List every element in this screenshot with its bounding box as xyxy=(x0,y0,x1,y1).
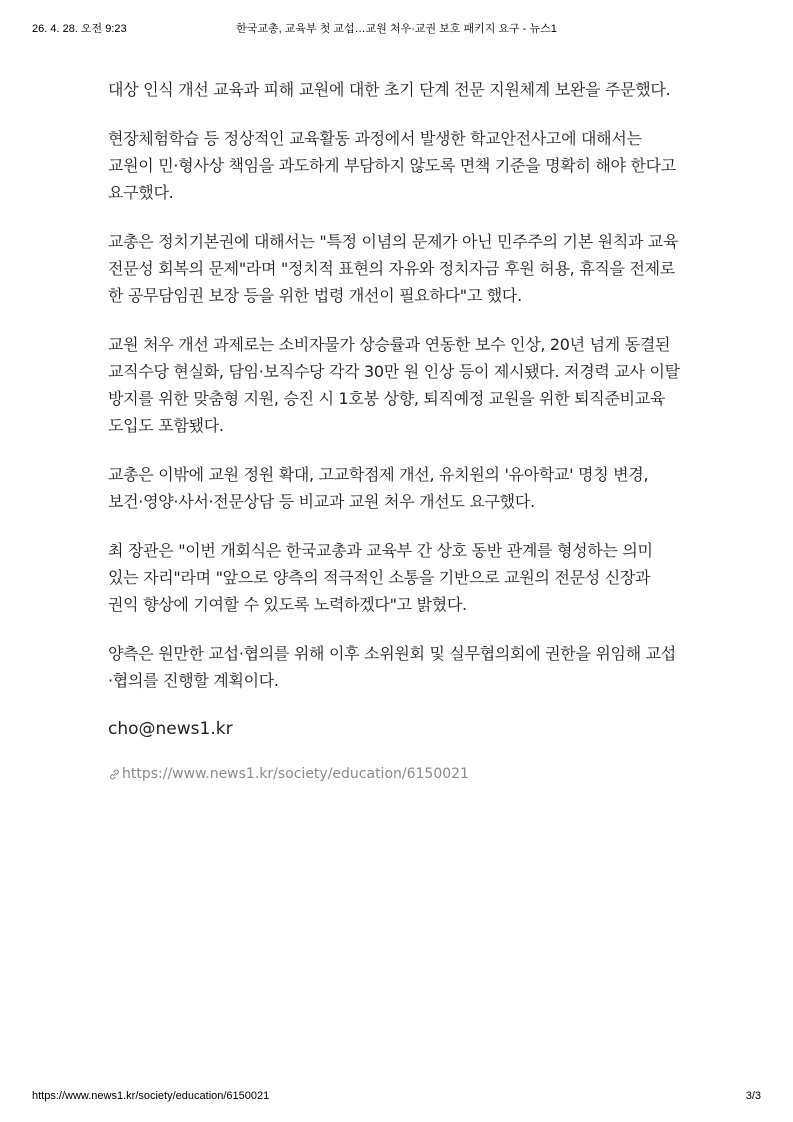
article-body xyxy=(108,76,680,785)
reporter-email: cho@news1.kr xyxy=(108,719,233,739)
print-header xyxy=(32,20,761,36)
print-page-title: 한국교총, 교육부 첫 교섭…교원 처우·교권 보호 패키지 요구 - 뉴스1 xyxy=(236,23,557,35)
article-paragraph: 교총은 정치기본권에 대해서는 "특정 이념의 문제가 아닌 민주주의 기본 원칙과 교육 전문성 회복의 문제"라며 "정치적 표현의 자유와 정치자금 후원 허용, 휴직을 전제로 한 공무담임권 보장 등을 위한 법령 개선이 필요하다"고 했다. xyxy=(108,232,679,305)
print-footer xyxy=(32,1090,761,1106)
page-number: 3/3 xyxy=(745,1090,761,1102)
link-icon xyxy=(108,768,121,781)
article-paragraph: 현장체험학습 등 정상적인 교육활동 과정에서 발생한 학교안전사고에 대해서는 교원이 민·형사상 책임을 과도하게 부담하지 않도록 면책 기준을 명확히 해야 한다고 요구했다. xyxy=(108,129,676,202)
article-paragraph: 최 장관은 "이번 개회식은 한국교총과 교육부 간 상호 동반 관계를 형성하는 의미 있는 자리"라며 "앞으로 양측의 적극적인 소통을 기반으로 교원의 전문성 신장과 권익 향상에 기여할 수 있도록 노력하겠다"고 밝혔다. xyxy=(108,541,653,614)
article-paragraph: 양측은 원만한 교섭·협의를 위해 이후 소위원회 및 실무협의회에 권한을 위임해 교섭·협의를 진행할 계획이다. xyxy=(108,644,676,690)
print-url: https://www.news1.kr/society/education/6150021 xyxy=(32,1090,270,1102)
article-paragraph: 교원 처우 개선 과제로는 소비자물가 상승률과 연동한 보수 인상, 20년 넘게 동결된 교직수당 현실화, 담임·보직수당 각각 30만 원 인상 등이 제시됐다. 저경력 교사 이탈 방지를 위한 맞춤형 지원, 승진 시 1호봉 상향, 퇴직예정 교원을 위한 퇴직준비교육 도입도 포함됐다. xyxy=(108,335,680,435)
article-paragraph: 대상 인식 개선 교육과 피해 교원에 대한 초기 단계 전문 지원체계 보완을 주문했다. xyxy=(108,80,671,99)
article-paragraph: 교총은 이밖에 교원 정원 확대, 고교학점제 개선, 유치원의 '유아학교' 명칭 변경, 보건·영양·사서·전문상담 등 비교과 교원 처우 개선도 요구했다. xyxy=(108,465,649,511)
print-datetime: 26. 4. 28. 오전 9:23 xyxy=(32,23,127,35)
source-url[interactable]: https://www.news1.kr/society/education/6150021 xyxy=(122,766,469,782)
source-link[interactable] xyxy=(108,763,680,785)
